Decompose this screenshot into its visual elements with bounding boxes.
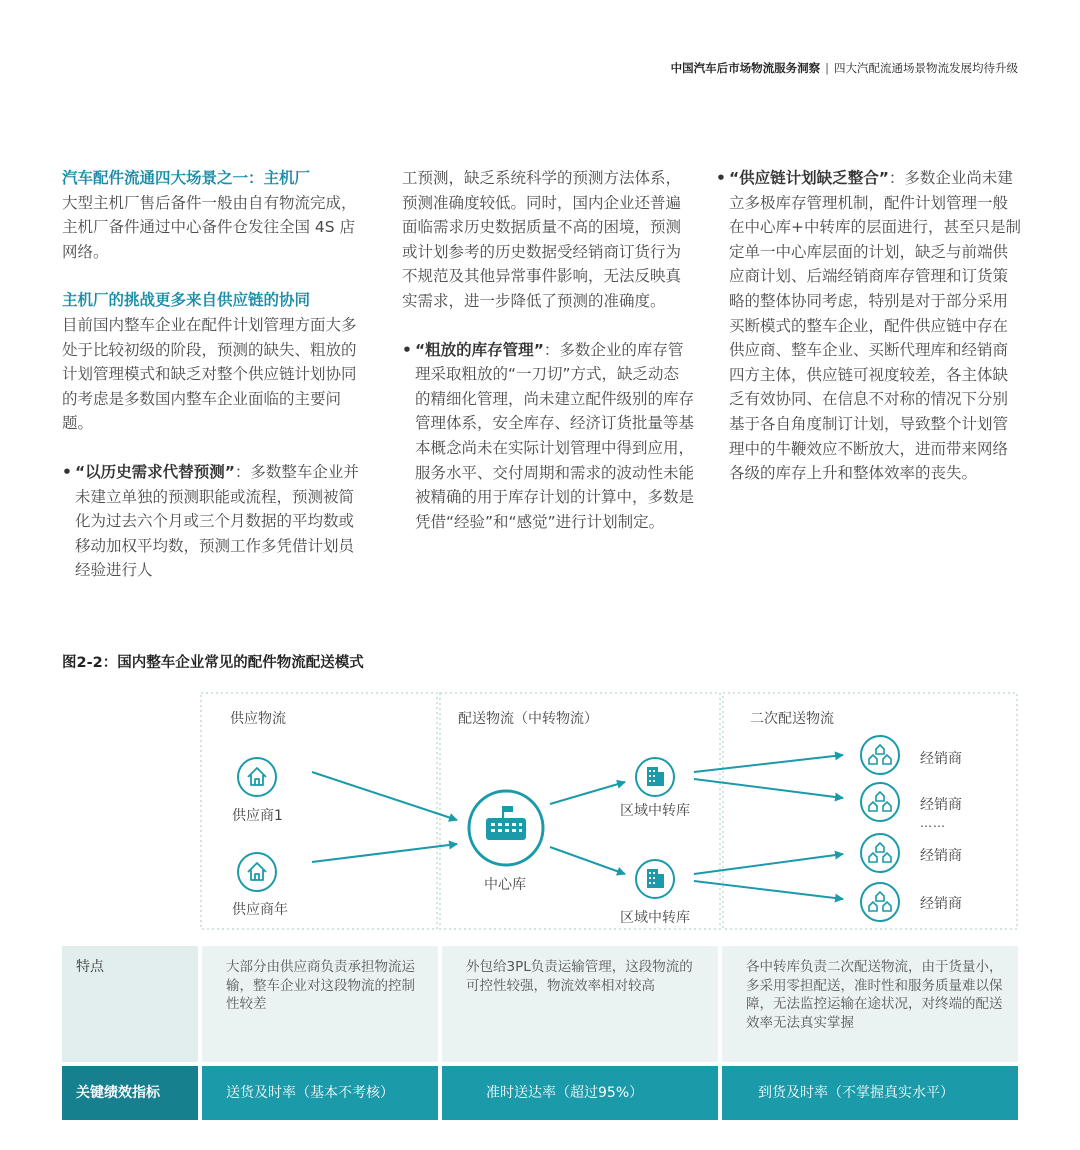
- challenge-heading: 主机厂的挑战更多来自供应链的协同: [62, 291, 311, 310]
- header-separator: |: [825, 61, 829, 75]
- figure-title: 图2-2：国内整车企业常见的配件物流配送模式: [62, 655, 364, 671]
- supplier2-label: 供应商年: [232, 902, 288, 918]
- supplier1-label: 供应商1: [232, 808, 283, 824]
- dealer-label: 经销商: [920, 797, 962, 813]
- table-cell: 外包给3PL负责运输管理，这段物流的可控性较强，物流效率相对较高: [442, 946, 718, 1062]
- arrow-hub2-dealer4: [694, 881, 843, 899]
- dealer-label: 经销商: [920, 848, 962, 864]
- table-cell: 各中转库负责二次配送物流，由于货量小，多采用零担配送，准时性和服务质量难以保障，无法监控运输在途状况，对终端的配送效率无法真实掌握: [722, 946, 1018, 1062]
- row-header-characteristics: 特点: [62, 946, 198, 1062]
- dealer-label: 经销商: [920, 896, 962, 912]
- bullet-supply-chain: [716, 166, 1022, 486]
- dealer-houses-icon: [861, 783, 899, 821]
- scenario-paragraph: 大型主机厂售后备件一般由自有物流完成，主机厂备件通过中心备件仓发往全国 4S 店网络。: [62, 193, 357, 261]
- report-title: 中国汽车后市场物流服务洞察: [670, 61, 821, 75]
- bullet-supply-chain-text: ：多数企业尚未建立多极库存管理机制，配件计划管理一般在中心库+中转库的层面进行，甚至只是制定单一中心库层面的计划，缺乏与前端供应商计划、后端经销商库存管理和订货策略的整体协同考虑，特别是对于部分采用买断模式的整车企业，配件供应链中存在供应商、整车企业、买断代理库和经销商四方主体，供应链可视度较差，各主体缺乏有效协同、在信息不对称的情况下分别基于各自角度制订计划，导致整个计划管理中的牛鞭效应不断放大，进而带来网络各级的库存上升和整体效率的丧失。: [729, 169, 1021, 483]
- house-icon: [238, 758, 276, 796]
- arrow-hub1-dealer1: [694, 755, 843, 772]
- bullet-dot: •: [716, 169, 726, 187]
- dealer-houses-icon: [861, 736, 899, 774]
- running-header: [671, 60, 1018, 76]
- section-label-supply: 供应物流: [230, 711, 286, 727]
- scenario-heading: 汽车配件流通四大场景之一：主机厂: [62, 169, 311, 187]
- arrow-supplier2-center: [312, 844, 457, 862]
- text-column-3: [716, 166, 1022, 486]
- building-icon: [636, 860, 674, 898]
- bullet-dot: •: [62, 462, 72, 481]
- arrow-hub1-dealer2: [694, 779, 843, 798]
- table-row-kpi: [62, 1066, 1018, 1120]
- row-header-kpi: 关键绩效指标: [62, 1066, 198, 1120]
- building-icon: [636, 758, 674, 796]
- arrow-supplier1-center: [312, 772, 457, 820]
- warehouse-icon: [469, 791, 543, 865]
- section-label-distribution: 配送物流（中转物流）: [458, 711, 598, 727]
- dealer-label: 经销商: [920, 751, 962, 767]
- table-cell: 送货及时率（基本不考核）: [202, 1066, 438, 1120]
- flow-diagram-canvas: [200, 692, 1018, 930]
- arrow-center-hub1: [550, 782, 625, 804]
- text-column-1: [62, 166, 362, 583]
- hub2-label: 区域中转库: [620, 910, 690, 926]
- bullet-supply-chain-title: “供应链计划缺乏整合”: [729, 169, 889, 187]
- table-row-characteristics: [62, 946, 1018, 1062]
- bullet-forecast-title: “以历史需求代替预测”: [75, 462, 235, 481]
- table-cell: 到货及时率（不掌握真实水平）: [722, 1066, 1018, 1120]
- forecast-continued: 工预测，缺乏系统科学的预测方法体系，预测准确度较低。同时，国内企业还普遍面临需求历史数据质量不高的困境，预测或计划参考的历史数据受经销商订货行为不规范及其他异常事件影响，无法反映真实需求，进一步降低了预测的准确度。: [402, 169, 682, 310]
- bullet-inventory: [402, 338, 694, 535]
- dealer-houses-icon: [861, 883, 899, 921]
- bullet-dot: •: [402, 340, 412, 359]
- arrow-hub2-dealer3: [694, 854, 843, 874]
- table-cell: 大部分由供应商负责承担物流运输，整车企业对这段物流的控制性较差: [202, 946, 438, 1062]
- table-cell: 准时送达率（超过95%）: [442, 1066, 718, 1120]
- section-label-secondary: 二次配送物流: [750, 711, 834, 727]
- arrow-center-hub2: [550, 847, 625, 874]
- dealer-houses-icon: [861, 834, 899, 872]
- hub1-label: 区域中转库: [620, 803, 690, 819]
- challenge-paragraph: 目前国内整车企业在配件计划管理方面大多处于比较初级的阶段，预测的缺失、粗放的计划管理模式和缺乏对整个供应链计划协同的考虑是多数国内整车企业面临的主要问题。: [62, 315, 357, 433]
- bullet-forecast: [62, 460, 362, 583]
- logistics-flow-diagram: [200, 692, 1018, 930]
- section-title: 四大汽配流通场景物流发展均待升级: [834, 61, 1018, 75]
- bullet-inventory-text: ：多数企业的库存管理采取粗放的“一刀切”方式，缺乏动态的精细化管理，尚未建立配件级别的库存管理体系，安全库存、经济订货批量等基本概念尚未在实际计划管理中得到应用，服务水平、交付周期和需求的波动性未能被精确的用于库存计划的计算中，多数是凭借“经验”和“感觉”进行计划制定。: [415, 340, 695, 531]
- dealer-ellipsis: ……: [920, 816, 946, 830]
- bullet-forecast-text: ：多数整车企业并未建立单独的预测职能或流程，预测被简化为过去六个月或三个月数据的平均数或移动加权平均数，预测工作多凭借计划员经验进行人: [75, 462, 359, 580]
- house-icon: [238, 853, 276, 891]
- bullet-inventory-title: “粗放的库存管理”: [415, 340, 544, 359]
- text-column-2: [402, 166, 694, 534]
- center-warehouse-label: 中心库: [484, 877, 526, 893]
